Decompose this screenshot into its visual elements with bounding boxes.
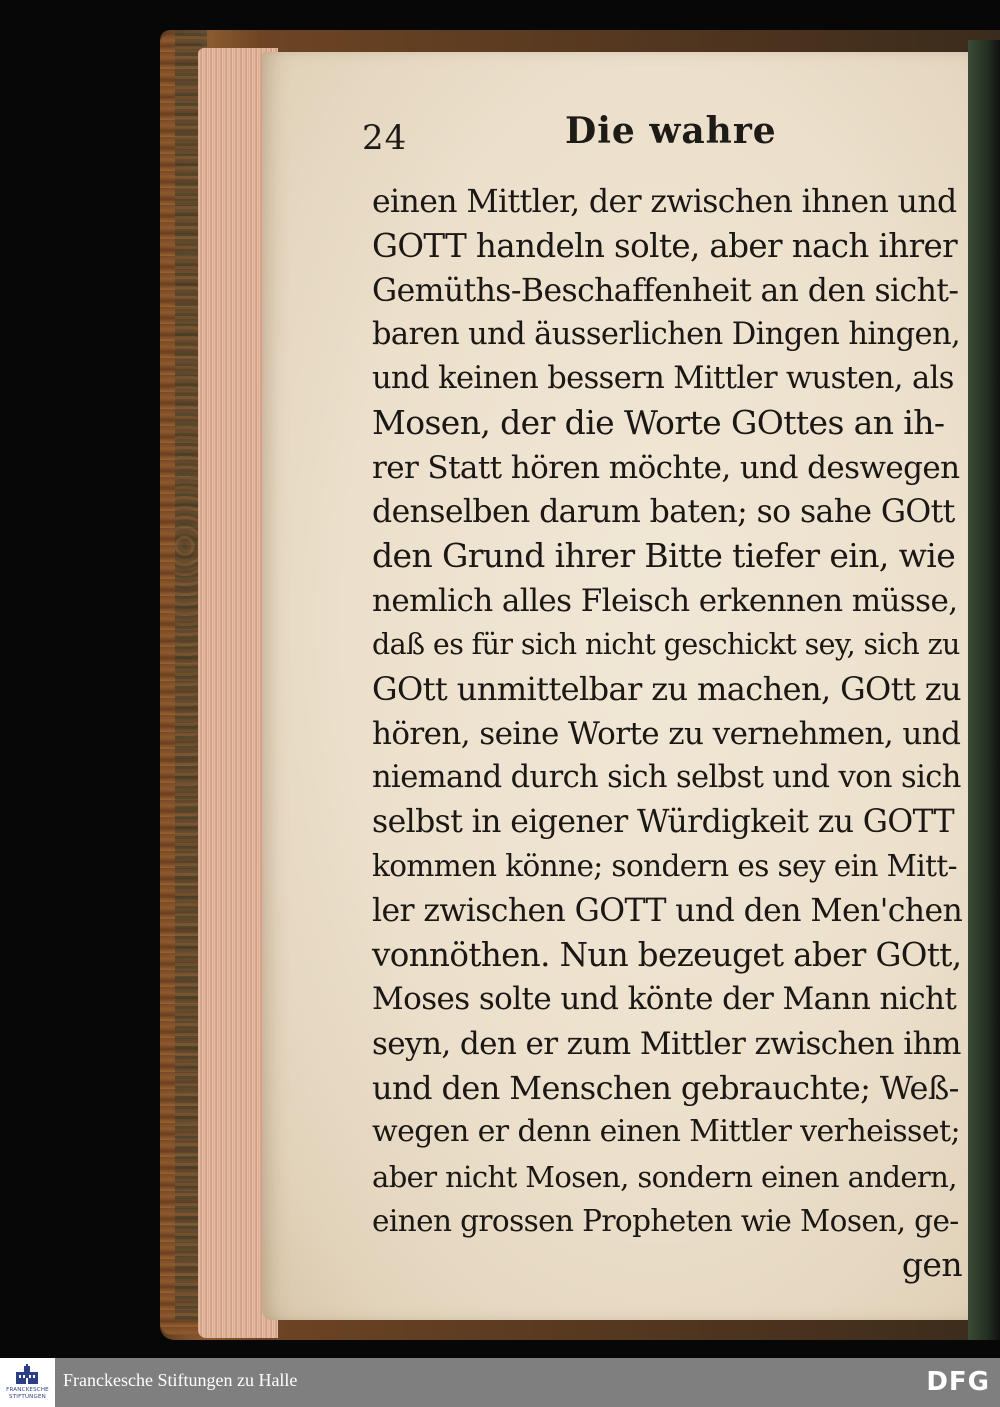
facing-page-edge — [968, 40, 1000, 1340]
text-line: und den Menschen gebrauchte; Weß- — [372, 1068, 959, 1107]
text-line: GOTT handeln solte, aber nach ihrer — [372, 227, 958, 266]
building-icon — [16, 1364, 38, 1384]
footer-bar — [0, 1358, 1000, 1407]
text-line: hören, seine Worte zu vernehmen, und — [372, 715, 961, 752]
catchword: gen — [901, 1245, 962, 1285]
page-number: 24 — [362, 118, 408, 158]
text-line: vonnöthen. Nun bezeuget aber GOtt, — [372, 936, 962, 975]
text-line: Moses solte und könte der Mann nicht — [372, 981, 957, 1018]
footer-title[interactable]: Franckesche Stiftungen zu Halle — [63, 1370, 298, 1390]
text-line: denselben darum baten; so sahe GOtt — [372, 494, 955, 531]
text-line: GOtt unmittelbar zu machen, GOtt zu — [372, 670, 962, 709]
text-line: Mosen, der die Worte GOttes an ih- — [372, 403, 945, 443]
text-line: aber nicht Mosen, sondern einen andern, — [372, 1159, 957, 1194]
text-line: seyn, den er zum Mittler zwischen ihm — [372, 1025, 961, 1062]
text-line: und keinen bessern Mittler wusten, als — [372, 361, 954, 397]
text-line: nemlich alles Fleisch erkennen müsse, — [372, 582, 958, 619]
text-line: einen grossen Propheten wie Mosen, ge- — [372, 1203, 959, 1238]
text-line: niemand durch sich selbst und von sich — [372, 759, 961, 795]
text-line: den Grund ihrer Bitte tiefer ein, wie — [372, 536, 956, 576]
text-line: wegen er denn einen Mittler verheisset; — [372, 1114, 960, 1150]
text-line: rer Statt hören möchte, und deswegen — [372, 449, 960, 486]
text-line: selbst in eigener Würdigkeit zu GOTT — [372, 804, 954, 841]
text-line: einen Mittler, der zwischen ihnen und — [372, 184, 957, 220]
body-text — [372, 180, 962, 1287]
text-line: ler zwischen GOTT und den Men'chen — [372, 892, 963, 929]
running-head: Die wahre — [565, 110, 777, 152]
logo-caption: FRANCKESCHE STIFTUNGEN — [6, 1387, 49, 1400]
text-line: kommen könne; sondern es sey ein Mitt- — [372, 849, 957, 884]
dfg-logo[interactable]: DFG — [926, 1367, 990, 1397]
text-line: baren und äusserlichen Dingen hingen, — [372, 316, 961, 352]
text-line: daß es für sich nicht geschickt sey, sich zu — [372, 627, 960, 661]
text-line: Gemüths-Beschaffenheit an den sicht- — [372, 272, 959, 309]
institution-logo[interactable] — [0, 1358, 55, 1407]
